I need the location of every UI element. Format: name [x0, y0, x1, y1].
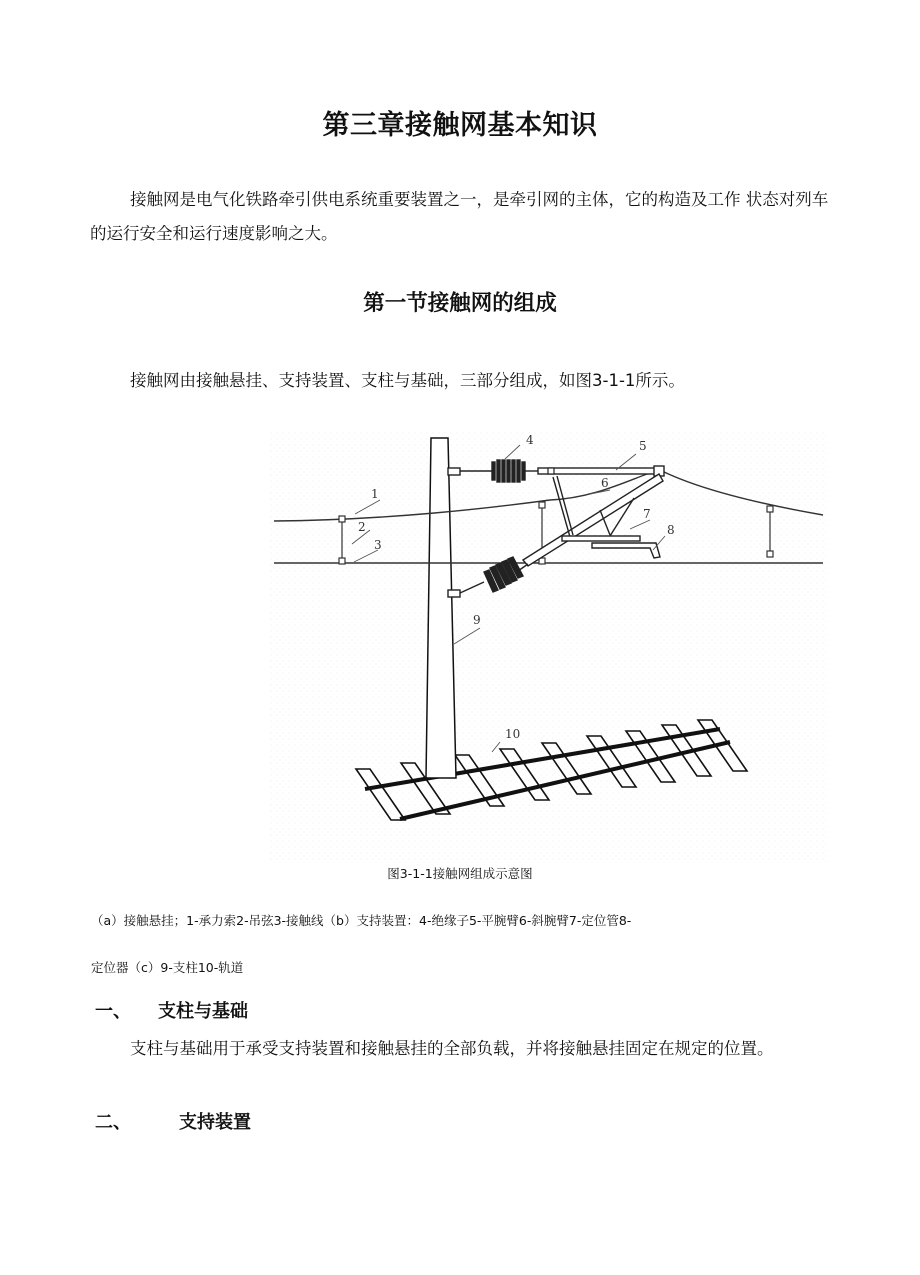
label-4: 4	[526, 433, 534, 447]
figure-legend-line-1: （a）接触悬挂；1-承力索2-吊弦3-接触线（b）支持装置：4-绝缘子5-平腕臂6-斜腕臂7-定位管8-	[91, 913, 632, 928]
label-7: 7	[643, 507, 651, 521]
subsection-2-title: 支持装置	[179, 1112, 251, 1133]
label-3: 3	[374, 538, 382, 552]
label-6: 6	[601, 476, 609, 490]
subsection-1-paragraph: 支柱与基础用于承受支持装置和接触悬挂的全部负载，并将接触悬挂固定在规定的位置。	[130, 1039, 774, 1058]
section-title: 第一节接触网的组成	[363, 291, 557, 316]
horizontal-cantilever	[538, 468, 660, 474]
subsection-heading-2	[95, 1108, 251, 1134]
composition-paragraph: 接触网由接触悬挂、支持装置、支柱与基础，三部分组成，如图3-1-1所示。	[130, 371, 685, 390]
label-2: 2	[358, 520, 366, 534]
label-9: 9	[473, 613, 481, 627]
figure-legend-line-2: 定位器（c）9-支柱10-轨道	[91, 960, 244, 975]
label-1: 1	[371, 487, 379, 501]
label-10: 10	[505, 727, 521, 741]
intro-paragraph: 接触网是电气化铁路牵引供电系统重要装置之一，是牵引网的主体，它的构造及工作 状态对列车的运行安全和运行速度影响之大。	[90, 190, 829, 243]
subsection-1-number: 一、	[95, 1001, 131, 1022]
subsection-2-number: 二、	[95, 1112, 131, 1133]
subsection-heading-1	[95, 997, 248, 1023]
subsection-1-title: 支柱与基础	[158, 1001, 248, 1022]
figure-caption: 图3-1-1接触网组成示意图	[387, 866, 533, 881]
chapter-title: 第三章接触网基本知识	[322, 110, 598, 141]
label-5: 5	[639, 439, 647, 453]
label-8: 8	[667, 523, 675, 537]
catenary-diagram	[270, 432, 828, 864]
